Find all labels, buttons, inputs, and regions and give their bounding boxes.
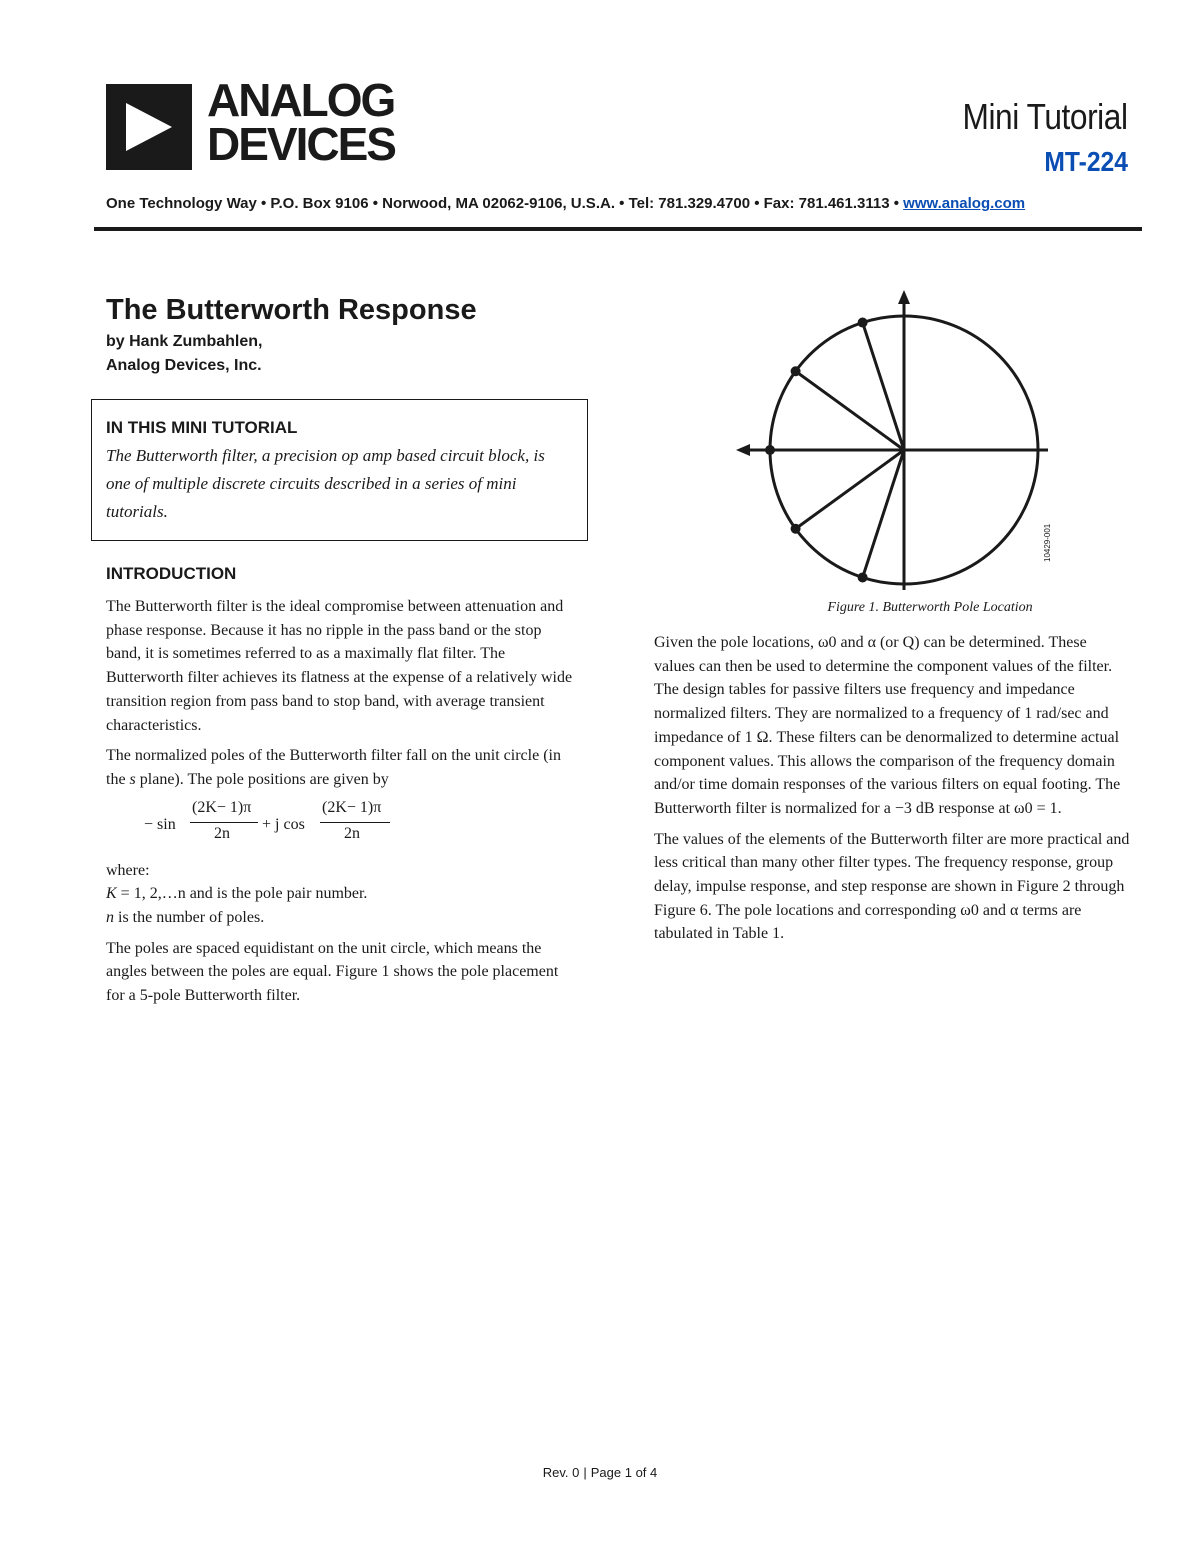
logo-wordmark: [207, 74, 395, 170]
intro-paragraph-2: [106, 744, 576, 791]
company-address: [106, 195, 1130, 212]
right-paragraph-1: Given the pole locations, ω0 and α (or Q) can be determined. These values can then be used to determine the component values of the filter. The design tables for passive filters use frequency and impedance normalized filters. They are normalized to a frequency of 1 rad/sec and impedance of 1 Ω. These filters can be denormalized to determine actual component values. This allows the comparison of the frequency domain and/or time domain responses of the various filters on equal footing. The Butterworth filter is normalized for a −3 dB response at ω0 = 1.: [654, 634, 1121, 817]
author: by Hank Zumbahlen,: [106, 333, 263, 350]
logo-line-1: ANALOG: [207, 74, 395, 126]
doc-code: MT-224: [1044, 146, 1128, 177]
revision: Rev. 0: [542, 1465, 580, 1480]
pole-3: [765, 445, 775, 455]
summary-text: The Butterworth filter, a precision op amp based circuit block, is one of multiple discrete circuits described in a series of mini tutorials.: [106, 446, 545, 521]
pole-formula: [106, 799, 576, 851]
right-column: [654, 631, 1130, 953]
intro-paragraph-1: The Butterworth filter is the ideal compromise between attenuation and phase response. Because it has no ripple in the pass band or the stop band, it is sometimes referred to as a maximally flat filter. The Butterworth filter achieves its flatness at the expense of a relatively wide transition region from pass band to stop band, with average transient characteristics.: [106, 598, 573, 734]
pole-group: [765, 318, 904, 583]
formula-denominator-1: 2n: [214, 824, 230, 842]
logo-line-2: DEVICES: [207, 118, 395, 170]
introduction-heading: INTRODUCTION: [106, 564, 237, 583]
introduction-section: [106, 561, 576, 1015]
var-n: n: [106, 909, 114, 927]
website-link[interactable]: www.analog.com: [903, 195, 1026, 212]
definition-n-text: is the number of poles.: [114, 909, 265, 927]
logo-triangle-icon: [106, 84, 192, 170]
pole-radius-4: [796, 450, 904, 529]
pole-radius-5: [863, 450, 904, 577]
intro-p2-b: plane). The pole positions are given by: [135, 770, 389, 788]
formula-denominator-2: 2n: [344, 824, 360, 842]
pole-radius-1: [863, 323, 904, 450]
formula-fraction-bar-1: [190, 822, 258, 823]
figure-caption: Figure 1. Butterworth Pole Location: [827, 600, 1033, 615]
address-text: One Technology Way • P.O. Box 9106 • Norwood, MA 02062-9106, U.S.A. • Tel: 781.329.4700 • Fax: 781.461.3113 •: [106, 195, 904, 212]
imag-axis-arrow-icon: [898, 290, 910, 304]
figure-id-label: 10429-001: [1043, 523, 1052, 562]
definition-n: [106, 906, 576, 930]
where-label: where:: [106, 861, 150, 879]
var-k: K: [106, 885, 117, 903]
formula-plus-jcos: + j cos: [262, 815, 305, 833]
variable-definitions: [106, 859, 576, 930]
title-block: [106, 290, 576, 378]
intro-paragraph-3: The poles are spaced equidistant on the unit circle, which means the angles between the poles are equal. Figure 1 shows the pole placement for a 5-pole Butterworth filter.: [106, 939, 559, 1005]
intro-p2-a: The normalized poles of the Butterworth filter fall on the unit circle (in the: [106, 747, 561, 788]
definition-k-text: = 1, 2,…n and is the pole pair number.: [116, 885, 368, 903]
page-footer: [0, 1465, 1200, 1480]
analog-devices-logo: [106, 74, 426, 170]
summary-box: [91, 399, 588, 541]
pole-4: [791, 524, 801, 534]
article-title: The Butterworth Response: [106, 294, 477, 326]
summary-heading: IN THIS MINI TUTORIAL: [106, 418, 298, 437]
footer-separator: |: [583, 1465, 587, 1480]
pole-5: [858, 572, 868, 582]
right-paragraph-2: The values of the elements of the Butterworth filter are more practical and less critical than many other filter types. The frequency response, group delay, impulse response, and step response are shown in Figure 2 through Figure 6. The pole locations and corresponding ω0 and α terms are tabulated in Table 1.: [654, 830, 1130, 943]
real-axis-arrow-icon: [736, 444, 750, 456]
formula-fraction-bar-2: [320, 822, 390, 823]
pole-1: [858, 318, 868, 328]
formula-minus-sin: − sin: [144, 815, 176, 833]
header-rule: [94, 227, 1142, 231]
pole-radius-2: [796, 371, 904, 450]
doc-type-label: Mini Tutorial: [962, 96, 1128, 137]
page-number: Page 1 of 4: [590, 1465, 658, 1480]
pole-2: [791, 366, 801, 376]
definition-k: [106, 882, 576, 906]
affiliation: Analog Devices, Inc.: [106, 357, 262, 374]
formula-numerator-2: (2K− 1)π: [322, 798, 382, 816]
intro-p2-s: s: [129, 770, 136, 788]
formula-numerator-1: (2K− 1)π: [192, 798, 252, 816]
butterworth-pole-diagram: [640, 280, 1090, 600]
